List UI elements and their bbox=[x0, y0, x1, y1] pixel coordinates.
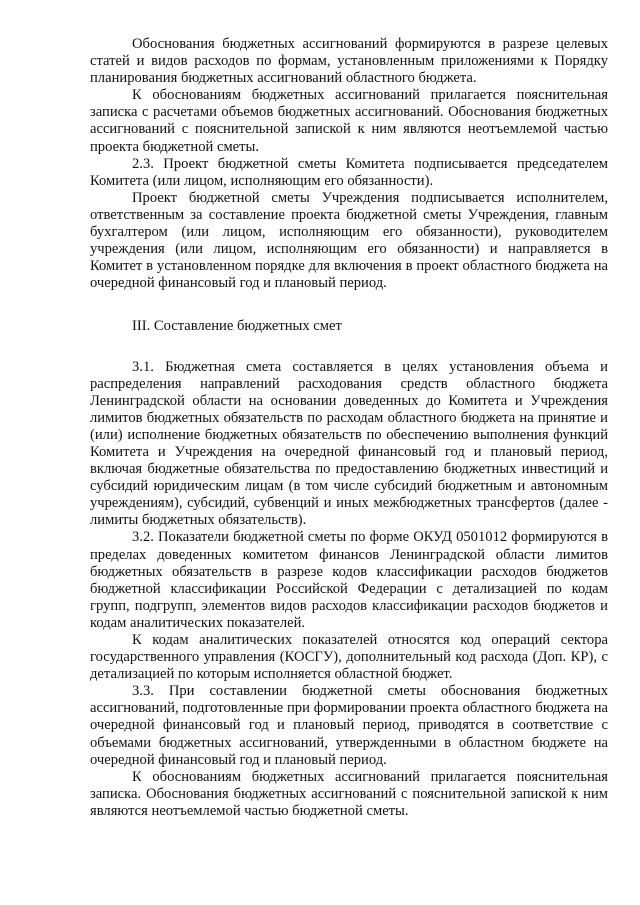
paragraph-justifications-format: Обоснования бюджетных ассигнований формируются в разрезе целевых статей и видов расходов по формам, установленным приложениями к Порядку планирования бюджетных ассигнований областного бюджета. bbox=[90, 36, 608, 87]
document-body bbox=[90, 36, 608, 820]
paragraph-3-3-budget-alignment: 3.3. При составлении бюджетной сметы обоснования бюджетных ассигнований, подготовленные при формировании проекта областного бюджета на очередной финансовый год и плановый период, приводятся в соответствие с объемами бюджетных ассигнований, утвержденными в областном бюджете на очередной финансовый год и плановый период. bbox=[90, 683, 608, 768]
paragraph-analytic-codes: К кодам аналитических показателей относятся код операций сектора государственного управления (КОСГУ), дополнительный код расхода (Доп. КР), с детализацией по которым исполняется областной бюджет. bbox=[90, 632, 608, 683]
paragraph-final-explanatory-note: К обоснованиям бюджетных ассигнований прилагается пояснительная записка. Обоснования бюджетных ассигнований с пояснительной запиской к ним являются неотъемлемой частью бюджетной сметы. bbox=[90, 768, 608, 819]
paragraph-institution-signature: Проект бюджетной сметы Учреждения подписывается исполнителем, ответственным за составление проекта бюджетной сметы Учреждения, главным бухгалтером (или лицом, исполняющим его обязанности), руководителем учреждения (или лицом, исполняющим его обязанности) и направляется в Комитет в установленном порядке для включения в проект областного бюджета на очередной финансовый год и плановый период. bbox=[90, 189, 608, 292]
paragraph-3-1-budget-estimate-purpose: 3.1. Бюджетная смета составляется в целях установления объема и распределения направлений расходования средств областного бюджета Ленинградской области на основании доведенных до Комитета и Учреждения лимитов бюджетных обязательств по расходам областного бюджета на принятие и (или) исполнение бюджетных обязательств по обеспечению выполнения функций Комитета и Учреждения на очередной финансовый год и плановый период, включая бюджетные обязательства по предоставлению бюджетных инвестиций и субсидий юридическим лицам (в том числе субсидий бюджетным и автономным учреждениям), субсидий, субвенций и иных межбюджетных трансфертов (далее - лимиты бюджетных обязательств). bbox=[90, 358, 608, 529]
paragraph-2-3-committee-signature: 2.3. Проект бюджетной сметы Комитета подписывается председателем Комитета (или лицом, исполняющим его обязанности). bbox=[90, 155, 608, 189]
paragraph-3-2-okud-indicators: 3.2. Показатели бюджетной сметы по форме ОКУД 0501012 формируются в пределах доведенных комитетом финансов Ленинградской области лимитов бюджетных обязательств в разрезе кодов классификации расходов бюджетов бюджетной классификации Российской Федерации с детализацией по кодам групп, подгрупп, элементов видов расходов классификации расходов бюджетов и кодам аналитических показателей. bbox=[90, 529, 608, 631]
section-heading: III. Составление бюджетных смет bbox=[132, 318, 342, 335]
paragraph-explanatory-note: К обоснованиям бюджетных ассигнований прилагается пояснительная записка с расчетами объемов бюджетных ассигнований. Обоснования бюджетных ассигнований с пояснительной запиской к ним являются неотъемлемой частью проекта бюджетной сметы. bbox=[90, 87, 608, 155]
